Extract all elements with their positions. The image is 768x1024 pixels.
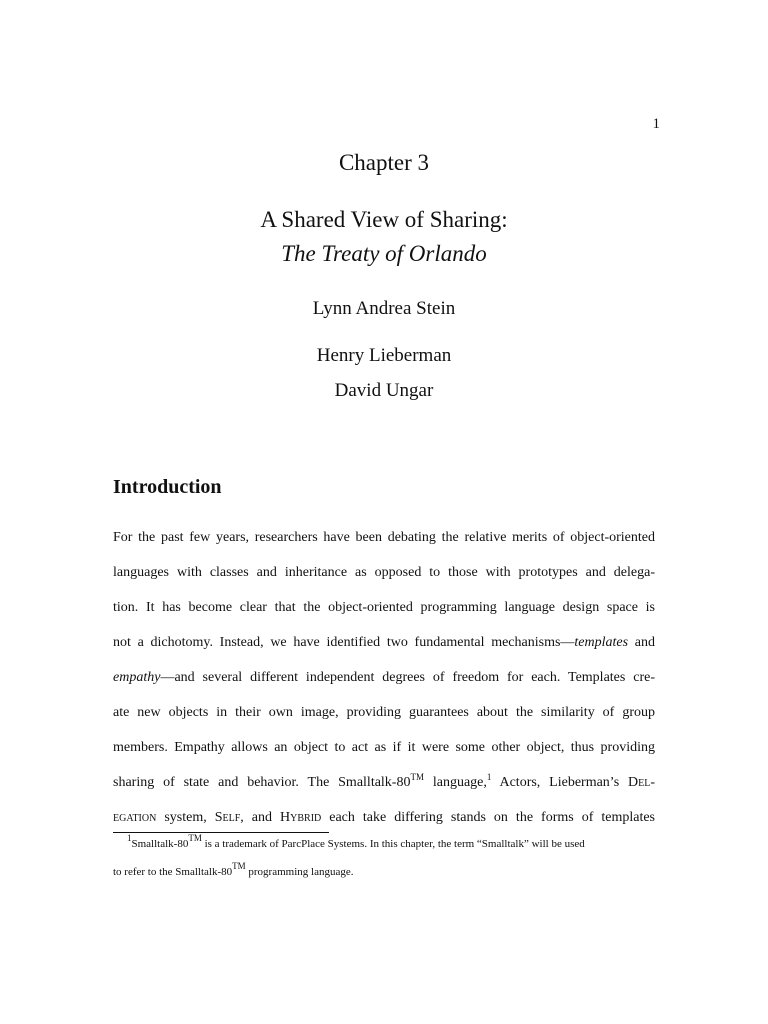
text-run: is a trademark of ParcPlace Systems. In this chapter, the term “Smalltalk” will be used	[201, 838, 585, 850]
footnote-marker: 1	[127, 833, 132, 843]
text-run: , and	[240, 810, 281, 825]
footnote-line	[113, 861, 354, 878]
paragraph-line	[113, 634, 655, 652]
text-run: programming language.	[245, 866, 354, 878]
paragraph-line	[113, 774, 655, 792]
text-run: Smalltalk-80	[131, 838, 189, 850]
chapter-label: Chapter 3	[338, 150, 430, 175]
emphasized-term: empathy	[113, 670, 161, 685]
small-caps-term: Self	[214, 810, 241, 825]
trademark-mark: TM	[410, 772, 424, 782]
text-run: and	[628, 635, 655, 650]
small-caps-term: egation	[113, 810, 157, 825]
chapter-title: A Shared View of Sharing:	[260, 207, 508, 232]
paragraph-line: members. Empathy allows an object to act as if it were some other object, thus providing	[113, 740, 655, 755]
text-run: to refer to the Smalltalk-80	[113, 866, 233, 878]
author-name: Lynn Andrea Stein	[312, 298, 456, 319]
paragraph-line	[113, 669, 655, 687]
text-run: not a dichotomy. Instead, we have identified two fundamental mechanisms—	[113, 635, 575, 650]
section-heading: Introduction	[113, 476, 222, 498]
text-run: each take differing stands on the forms of templates	[321, 810, 656, 825]
author-name: Henry Lieberman	[316, 345, 452, 366]
small-caps-term: Hybrid	[280, 810, 322, 825]
text-run: —and several different independent degrees of freedom for each. Templates cre-	[160, 670, 655, 685]
footnote-divider	[113, 832, 329, 833]
emphasized-term: templates	[574, 635, 629, 650]
text-run: system,	[156, 810, 215, 825]
text-run: Actors, Lieberman’s	[491, 775, 629, 790]
footnote-line	[127, 833, 585, 850]
trademark-mark: TM	[188, 833, 202, 843]
trademark-mark: TM	[232, 861, 246, 871]
paragraph-line: For the past few years, researchers have been debating the relative merits of object-oriented	[113, 530, 655, 545]
page-number: 1	[652, 116, 660, 132]
text-run: language,	[423, 775, 487, 790]
footnote-reference: 1	[486, 772, 492, 782]
paragraph-line: languages with classes and inheritance as opposed to those with prototypes and delega-	[113, 565, 655, 580]
paragraph-line: ate new objects in their own image, providing guarantees about the similarity of group	[113, 705, 655, 720]
text-run: sharing of state and behavior. The Smalltalk-80	[113, 775, 411, 790]
small-caps-term: Del-	[628, 775, 656, 790]
paragraph-line	[113, 809, 655, 827]
author-name: David Ungar	[334, 380, 434, 401]
paragraph-line: tion. It has become clear that the object-oriented programming language design space is	[113, 600, 655, 615]
chapter-subtitle: The Treaty of Orlando	[281, 241, 487, 266]
